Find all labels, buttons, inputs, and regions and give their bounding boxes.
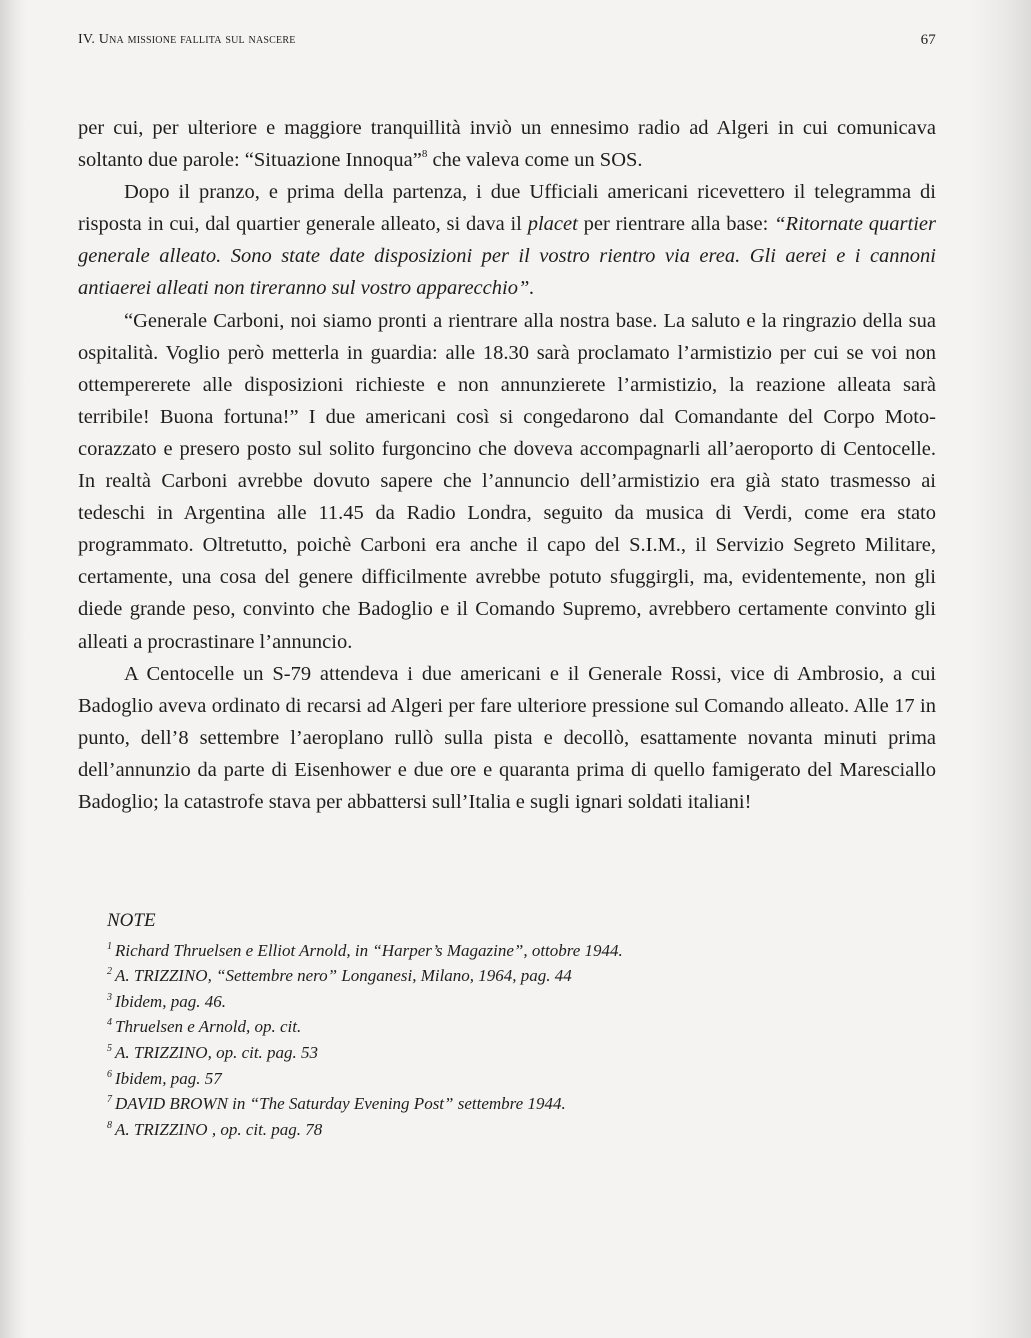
notes-title: NOTE: [107, 910, 156, 931]
page-edge-shadow: [971, 0, 1031, 1338]
paragraph-1: per cui, per ulteriore e maggiore tranquillità inviò un ennesimo radio ad Algeri in cui comunicava soltanto due parole: “Situazione Innoqua”$^8$ che valeva come un SOS.: [78, 117, 936, 172]
page-gutter-shadow: [0, 0, 26, 1338]
placet-word: placet: [527, 213, 578, 236]
body-text: [78, 112, 936, 818]
note-item: $^4$ Thruelsen e Arnold, op. cit.: [107, 1017, 302, 1037]
note-item: $^1$ Richard Thruelsen e Elliot Arnold, in “Harper’s Magazine”, ottobre 1944.: [107, 940, 623, 960]
footnote-ref-8: 8: [421, 148, 428, 161]
page-number: 67: [920, 32, 936, 48]
note-item: $^8$ A. TRIZZINO , op. cit. pag. 78: [107, 1119, 323, 1139]
note-item: $^6$ Ibidem, pag. 57: [107, 1068, 222, 1088]
running-head: [78, 32, 936, 48]
notes-section: [107, 908, 867, 1142]
note-item: $^2$ A. TRIZZINO, “Settembre nero” Longanesi, Milano, 1964, pag. 44: [107, 966, 572, 986]
paragraph-4: A Centocelle un S-79 attendeva i due americani e il Generale Rossi, vice di Ambrosio, a cui Badoglio aveva ordinato di recarsi ad Algeri per fare ulteriore pressione sul Comando alleato. Alle 17 in punto, dell’8 settembre l’aeroplano rullò sulla pista e decollò, esattamente novanta minuti prima dell’annunzio da parte di Eisenhower e due ore e quaranta prima di quello famigerato del Maresciallo Badoglio; la catastrofe stava per abbattersi sull’Italia e sugli ignari soldati italiani!: [78, 662, 936, 813]
note-item: $^5$ A. TRIZZINO, op. cit. pag. 53: [107, 1042, 319, 1062]
chapter-title: IV. Una missione fallita sul nascere: [78, 32, 296, 47]
note-item: $^3$ Ibidem, pag. 46.: [107, 991, 226, 1011]
telegram-quote: “Ritornate quartier generale alleato. Sono state date disposizioni per il vostro rientro via erea. Gli aerei e i cannoni antiaerei alleati non tireranno sul vostro apparecchio”.: [78, 213, 936, 300]
note-item: $^7$ DAVID BROWN in “The Saturday Evening Post” settembre 1944.: [107, 1094, 566, 1114]
paragraph-3: “Generale Carboni, noi siamo pronti a rientrare alla nostra base. La saluto e la ringrazio della sua ospitalità. Voglio però metterla in guardia: alle 18.30 sarà proclamato l’armistizio per cui se voi non ottempererete alle disposizioni richieste e non annunzierete l’armistizio, la reazione alleata sarà terribile! Buona fortuna!” I due americani così si congedarono dal Comandante del Corpo Moto-corazzato e presero posto sul solito furgoncino che doveva accompagnarli all’aeroporto di Centocelle. In realtà Carboni avrebbe dovuto sapere che l’annuncio dell’armistizio era già stato trasmesso ai tedeschi in Argentina alle 11.45 da Radio Londra, seguito da musica di Verdi, come era stato programmato. Oltretutto, poichè Carboni era anche il capo del S.I.M., il Servizio Segreto Militare, certamente, una cosa del genere difficilmente avrebbe potuto sfuggirgli, ma, evidentemente, non gli diede grande peso, convinto che Badoglio e il Comando Supremo, avrebbero certamente convinto gli alleati a procrastinare l’annuncio.: [78, 309, 936, 653]
paragraph-2: Dopo il pranzo, e prima della partenza, i due Ufficiali americani ricevettero il telegramma di risposta in cui, dal quartier generale alleato, si dava il placet per rientrare alla base: “Ritornate quartier generale alleato. Sono state date disposizioni per il vostro rientro via erea. Gli aerei e i cannoni antiaerei alleati non tireranno sul vostro apparecchio”.: [78, 181, 936, 300]
